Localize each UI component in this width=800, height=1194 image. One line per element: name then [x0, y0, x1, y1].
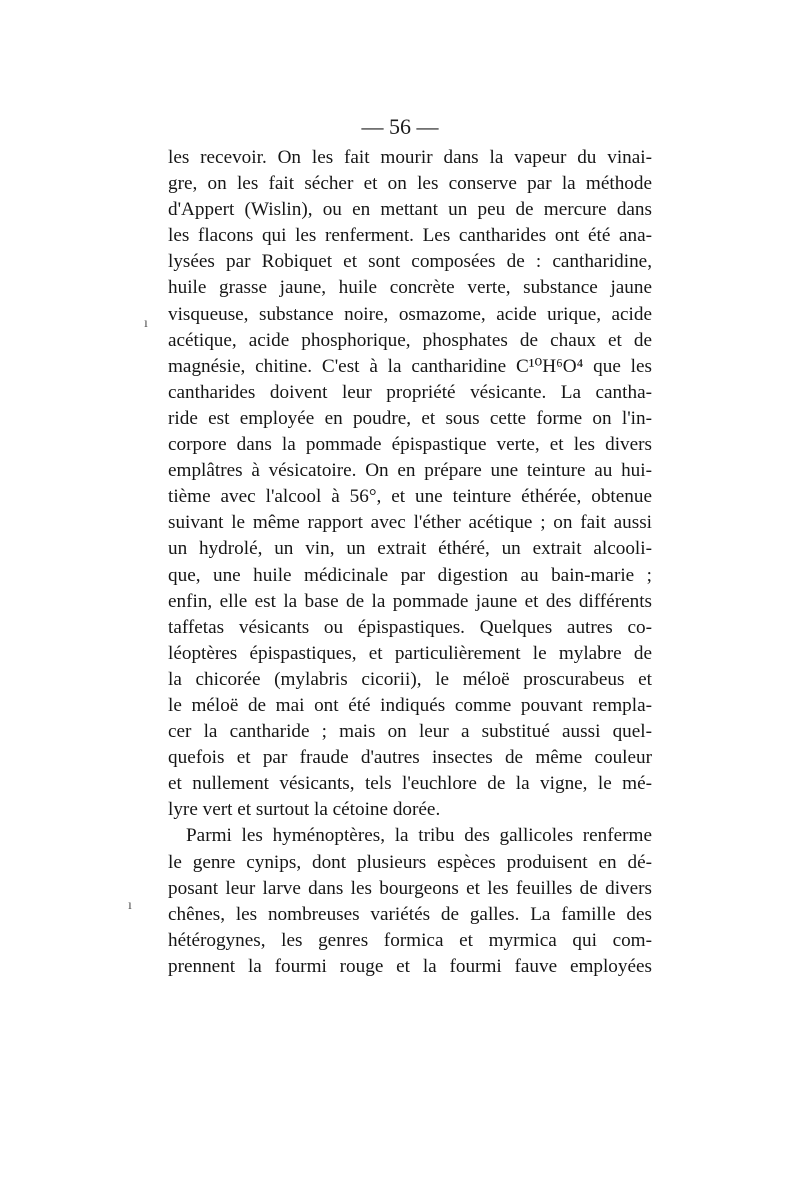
- text-line: un hydrolé, un vin, un extrait éthéré, un extrait alcooli-: [168, 538, 652, 560]
- text-line: magnésie, chitine. C'est à la cantharidine C¹⁰H⁶O⁴ que les: [168, 355, 652, 377]
- page-number: — 56 —: [361, 114, 439, 139]
- text-line: quefois et par fraude d'autres insectes de même couleur: [168, 747, 652, 769]
- text-line: lysées par Robiquet et sont composées de : cantharidine,: [168, 251, 652, 273]
- text-line: la chicorée (mylabris cicorii), le méloë proscurabeus et: [168, 668, 652, 690]
- paragraph-1: [168, 145, 652, 823]
- text-line: le genre cynips, dont plusieurs espèces produisent en dé-: [168, 851, 652, 873]
- text-line: acétique, acide phosphorique, phosphates de chaux et de: [168, 329, 652, 351]
- text-line: tième avec l'alcool à 56°, et une teinture éthérée, obtenue: [168, 486, 652, 508]
- text-line: taffetas vésicants ou épispastiques. Quelques autres co-: [168, 616, 652, 638]
- text-line: hétérogynes, les genres formica et myrmica qui com-: [168, 929, 652, 951]
- text-line: et nullement vésicants, tels l'euchlore de la vigne, le mé-: [168, 773, 652, 795]
- text-line: les flacons qui les renferment. Les cantharides ont été ana-: [168, 225, 652, 247]
- text-line: lyre vert et surtout la cétoine dorée.: [168, 799, 441, 821]
- margin-speck: ı: [128, 898, 132, 913]
- text-line: léoptères épispastiques, et particulièrement le mylabre de: [168, 642, 652, 664]
- text-line: que, une huile médicinale par digestion au bain-marie ;: [168, 564, 652, 586]
- text-line: Parmi les hyménoptères, la tribu des gallicoles renferme: [186, 825, 652, 847]
- text-line: corpore dans la pommade épispastique verte, et les divers: [168, 434, 652, 456]
- text-line: prennent la fourmi rouge et la fourmi fauve employées: [168, 955, 652, 977]
- text-line: posant leur larve dans les bourgeons et les feuilles de divers: [168, 877, 652, 899]
- text-line: les recevoir. On les fait mourir dans la vapeur du vinai-: [168, 147, 652, 168]
- text-line: chênes, les nombreuses variétés de galles. La famille des: [168, 903, 652, 925]
- text-line: ride est employée en poudre, et sous cette forme on l'in-: [168, 407, 652, 429]
- text-line: enfin, elle est la base de la pommade jaune et des différents: [168, 590, 652, 612]
- text-line: gre, on les fait sécher et on les conserve par la méthode: [168, 173, 652, 195]
- text-line: le méloë de mai ont été indiqués comme pouvant rempla-: [168, 694, 652, 716]
- paragraph-2: [168, 823, 652, 980]
- text-line: visqueuse, substance noire, osmazome, acide urique, acide: [168, 303, 652, 325]
- body-text: [168, 145, 652, 980]
- text-line: suivant le même rapport avec l'éther acétique ; on fait aussi: [168, 512, 652, 534]
- text-line: huile grasse jaune, huile concrète verte, substance jaune: [168, 277, 652, 299]
- margin-speck: ı: [144, 316, 148, 331]
- text-line: cantharides doivent leur propriété vésicante. La cantha-: [168, 381, 652, 403]
- text-line: cer la cantharide ; mais on leur a substitué aussi quel-: [168, 721, 652, 743]
- text-line: emplâtres à vésicatoire. On en prépare une teinture au hui-: [168, 460, 652, 482]
- text-line: d'Appert (Wislin), ou en mettant un peu de mercure dans: [168, 199, 652, 221]
